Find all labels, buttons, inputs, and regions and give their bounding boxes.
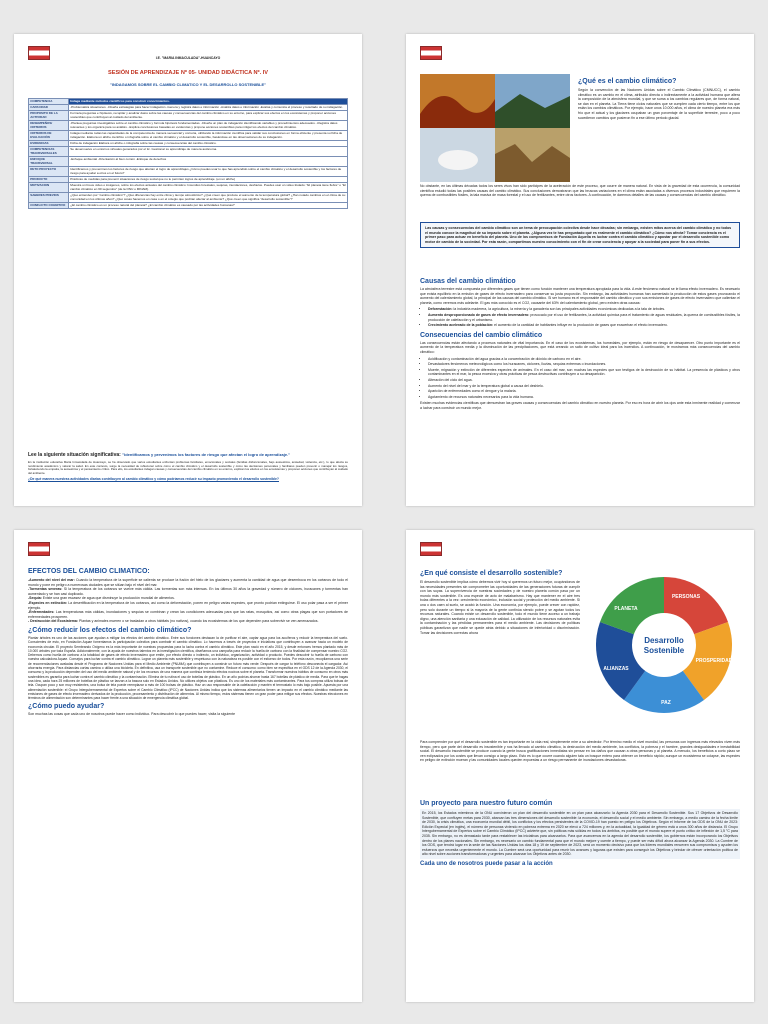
- consequences-intro: Las consecuencias están afectando a procesos naturales de vital importancia. En el caso de los ecosistemas, los humedales, por ejemplo, están en riesgo de desaparecer. Otro punto importante es el aumento de la temperatura media y la disminución de las precipitaciones, que está creando un salto de cultivo ideal para los incendios. A continuación, te mostramos más consecuencias del cambio climático:: [420, 340, 740, 354]
- school-logo: [28, 542, 50, 556]
- what-is-body: No obstante, en las últimas décadas todos los seres vivos han sido partícipes de la aceleración de este proceso, que ocurre de manera natural. En vista de la gravedad de esta ocurrencia, la comunidad científica estudió todas las posibles causas del cambio climático. Sus conclusiones demostraron que las bruscas variaciones en el clima están asociadas a diversos procesos industriales que requieren la quema de combustibles fósiles, la tala masiva de masa forestal y el uso de fertilizantes, entre otros factores. A continuación, te daremos detalles de las causas y consecuencias del cambio climático.: [420, 184, 740, 198]
- cause-text: el aumento de la cantidad de habitantes influye en la producción de gases que exacerban el efecto invernadero.: [494, 323, 668, 328]
- effect-item: [28, 610, 348, 619]
- page-4: [406, 530, 754, 1002]
- planning-table: [28, 98, 348, 209]
- what-is-intro: Según la convención de las Naciones Unidas sobre el Cambio Climático (CMNUCC), el cambio climático es un cambio en el clima, atribuido directa o indirectamente a la actividad humana que altera la composición de la atmósfera mundial, y que se suma a los cambios regulares que, de forma natural, se dan en el planeta. La Tierra tiene ciclos naturales que se cumplen cada cierto tiempo, entre los que están los cambios climáticos. Por ejemplo, hace unos 10.000 años, el clima de nuestro planeta era más frío que el actual y los glaciares ocupaban un gran porcentaje de la superficie terrestre, poco a poco sucedieron cambios que pusieron fin a ese último periodo glacial.: [578, 88, 740, 120]
- table-row: [29, 121, 348, 131]
- school-logo: [420, 542, 442, 556]
- row-content: Identificamos y prevenimos los factores de riesgo que afectan el logro de aprendizajes ¿Cómo puedes usar lo que has aprendido sobre el cambio climático y el desarrollo sostenible y los factores de riesgo para ayudar a otros en el futuro?: [69, 167, 348, 177]
- situation-lead: Lee la siguiente situación significativa:: [28, 452, 121, 458]
- effect-item: [28, 619, 348, 624]
- reduce-text: Plantar árboles es uno de las acciones que ayudan a mitigar los efectos del cambio climático. Entre sus funciones destacan la de purificar el aire, captar agua para los acuíferos y reducir la temperatura del suelo. Conscientes de esto, en Fundación Aquae fomentamos la participación colectiva para combatir el cambio climático. Lo hacemos a través de proyectos e iniciativas que contribuyen a avanzar hacia un modelo de economía circular. El proyecto Sembrando Oxígeno es la más importante de nuestras propuestas para la lucha contra el cambio climático. Este plan nació en el año 2015, y desde entonces hemos plantado más de 10.000 árboles por toda España. Adicionalmente, con la ayuda de nuestros talentos en la investigación científica, diseñamos una campaña para reducir la huella de carbono con la finalidad de compensar nuestro CO2. Debemos como huella de carbono a la totalidad de gases de efecto invernadero que emite, por efecto directo o indirecto, un individuo, organización, actividad o producto. Puedes descubrir tu huella de carbono con nuestra calculadora Aquae. Consejos para luchar contra el cambio climático. Lograr un planeta más sostenible y respetuoso con la naturaleza es posible con el esfuerzo de todos. Por esta razón, recopilamos una serie de recomendaciones avaladas desde el Programa de Naciones Unidas para el Medio Ambiente (PNUMA) que contribuyen a construir un futuro más verde: Después de cargar tu teléfono desconecta el cargador. Así ahorrarás energía. Para distancias cortas camina o utiliza una bicicleta. En definitiva, usa un transporte sostenible que no contamine. Reduce el consumo: como bien se especifica en el ODS 12 de la Agenda 2030, el consumo y la producción dependen del uso del medio ambiente natural y de los recursos de una manera que continúa teniendo efectos nocivos sobre el planeta. Transformar nuestros hábitos de consumo en otros más sostenibles es garantía para luchar contra el cambio climático y la contaminación. Elimina de tu rutina el uso de botellas de plástico. En un año podrías ahorrar hasta 167 botellas de plástico de media. Para que te hagas una idea, cada hora 25 millones de botellas de plástico se lanzan a la basura solo en Estados Unidos. No utilices objetos con plásticos. Es uno de los materiales más contaminantes. Para tus compras utiliza bolsas de tela. Ocupan poco y son muy resistentes, una bolsa de tela puede reemplazar a más de 100 bolsas de plástico. Haz un uso responsable de la calefacción y mantén el termostato lo más bajo posible. Apuesta por una alimentación sostenible: el Grupo Intergubernamental de Expertos sobre el Cambio Climático (IPCC) de Naciones Unidas indica que los sistemas alimentarios tienen un impacto en el cambio climático mediante las emisiones de gases de efecto invernadero derivados de la producción, procesamiento y distribución de alimentos. Al mismo tiempo, estos sistemas tienen un gran poder para mitigar sus efectos. Nuestras elecciones en términos de alimentación son determinantes para hacer frente a una situación de emergencia climática global.: [28, 635, 348, 701]
- list-item: [428, 323, 740, 328]
- row-content: -Problematiza situaciones. -Diseña estrategias para hacer indagación -Genera y registra datos e información -Analiza datos e información -Evalúa y comunica el proceso y resultado de su indagación.: [69, 105, 348, 111]
- list-item: • Muerte, migración y extinción de diferentes especies de animales. En el caso del mar, son muchas las especies que son testigos de la destrucción de su hábitat. La presencia de plásticos y otros contaminantes en el mar, la pesca excesiva y otras prácticas de pesca destructivas contribuyen a su desaparición.: [428, 368, 740, 377]
- table-row: [29, 147, 348, 157]
- row-content: Indaga mediante todas las capacidades de la competencia de manera secuencial y correcta, utilizando la información científica para validar sus conclusiones en forma eficiente y presenta su ficha de indagación. Elabora un afiche científico o infografía sobre el cambio climático y el desarrollo sostenible, basándose en las observaciones de su indagación.: [69, 131, 348, 141]
- row-content: ¿El cambio climático es un proceso natural del planeta? ¿El cambio climático es causado por las actividades humanas?: [69, 203, 348, 209]
- effect-title: -Especies en extinción:: [28, 600, 69, 605]
- table-row: [29, 157, 348, 167]
- climate-collage-image: [420, 74, 570, 182]
- row-content: Se desenvuelve en entornos virtuales generados por el tic. Gestionar su aprendizaje de manera autónoma.: [69, 147, 348, 157]
- table-row: [29, 193, 348, 203]
- sustainable-heading: ¿En qué consiste el desarrollo sostenible?: [420, 570, 563, 577]
- effect-text: La desertificación en la temperatura de los océanos, así como la deforestación, ponen en peligro varias especies, que pronto podrían extinguirse. El oso polar pasa a ser el primer ejemplo.: [28, 600, 349, 610]
- page-2: [406, 34, 754, 506]
- effect-text: Cuando la temperatura de la superficie se calienta se produce la fusión del hielo de los glaciares y aumenta la cantidad de agua que desemboca en los océanos de todo el mundo y pone en peligro a numerosas ciudades que se sitúan bajo el nivel del mar.: [28, 578, 349, 587]
- row-label: RETO PROYECTO: [29, 167, 69, 177]
- driving-question: ¿De qué manera nuestras actividades diarias contribuyen al cambio climático y cómo podríamos reducir su impacto promoviendo el desarrollo sostenible?: [28, 477, 279, 482]
- effect-title: -Tormentas severas:: [28, 587, 64, 592]
- table-row: [29, 111, 348, 121]
- situation-text: En la institución educativa María Inmaculada de Huancayo, se ha observado que varios estudiantes enfrentan problemas familiares, emocionales y sociales (familias disfuncionales, bajo autoestima, ansiedad, violencia, etc.), lo que afecta su rendimiento académico y valorar la salud. En este contexto, surge la necesidad de reflexionar sobre cómo el cambio climático y el desarrollo sostenible y cómo las decisiones personales y familiares pueden prevenir o manejar los riesgos, fortaleciendo la empatía, la autoestima y el pensamiento crítico. Para ello, los estudiantes indagan causas y consecuencias del cambio climático en su entorno, explican los efectos en los ecosistemas y proponen acciones que contribuyan al cuidado del ambiente.: [28, 460, 348, 475]
- row-label: CAPACIDAD: [29, 105, 69, 111]
- project-text: En 2015, los Estados miembros de la ONU convinieron un plan del desarrollo sostenible en un plan para alcanzarlo: la Agenda 2030 para el Desarrollo Sostenible. Sus 17 Objetivos de Desarrollo Sostenible, que confluyen metas para 2030, abarcan las tres dimensiones del desarrollo sostenible: la economía, el desarrollo social y el medio ambiente. Sin embargo, a medio camino de la fecha límite de 2030, la crisis climática, una economía mundial débil, los conflictos y los efectos persistentes de la COVID-19 han puesto en peligro los Objetivos. Según el Informe de los ODS de la ONU de 2023: Edición Especial (en inglés), el número de personas viviendo en pobreza extrema en 2020 se elevó a 724 millones y, en la actualidad, la igualdad de género está a unos 300 años de distancia. El Grupo Intergubernamental de Expertos sobre el Cambio Climático (IPCC) advierte que, sin políticas más sólidas en todos los ámbitos, es posible que el mundo supere el punto crítico de inflexión de 1,5 °C para 2035. Sin embargo, no es demasiado tarde para restablecer las iniciativas para alcanzarlos. Para que avancemos en la agenda del desarrollo sostenible, los gobiernos están incorporando los Objetivos dentro de los planes nacionales. Sin embargo, es necesario un cambio fundamental para que el mundo mejore y cuente a tiempo, y puede ser más difícil ahora alcanzar la Agenda 2030. La Cumbre de los ODS, que tendrá lugar en la sede de las Naciones Unidas los días 18 y 19 de septiembre de 2023, será un momento decisivo para que los líderes mundiales renueven sus compromisos y ayuden los esfuerzos que necesita urgentemente el mundo. La Cumbre será una oportunidad para reunir los avances y lagunas que existen para conseguir los Objetivos y brindar de ofrecer orientación política de alto nivel sobre acciones transformadoras y urgentes para alcanzar los Objetivos antes de 2030.: [420, 809, 740, 859]
- causes-heading: Causas del cambio climático: [420, 278, 516, 285]
- table-row: [29, 183, 348, 193]
- row-label: PROPOSITO DE LA ACTIVIDAD: [29, 111, 69, 121]
- sustainability-diagram: [586, 570, 742, 720]
- cause-text: la industria maderera, la agricultura, la minería y la ganadería son las principales actividades económicas dedicadas a la tala de árboles.: [453, 307, 666, 312]
- unit-subtitle: "INDAGAMOS SOBRE EL CAMBIO CLIMATICO Y EL DESARROLLO SOSTENIBLE": [109, 82, 267, 87]
- page-3: [14, 530, 362, 1002]
- effect-title: -Aumento del nivel del mar:: [28, 578, 77, 582]
- diagram-center-label-2: Sostenible: [643, 646, 685, 655]
- row-content: Indaga mediante métodos científicos para construir conocimientos.: [69, 99, 348, 105]
- cause-title: Aumento desproporcionado de gases de efecto invernadero:: [428, 312, 531, 317]
- effect-item: [28, 578, 348, 587]
- causes-list: [420, 307, 740, 327]
- effects-heading: EFECTOS DEL CAMBIO CLIMATICO:: [28, 568, 150, 575]
- list-item: • Devastadores fenómenos meteorológicos como los huracanes, ciclones, lluvias, sequías extremas o inundaciones.: [428, 362, 740, 367]
- effects-list: [28, 578, 348, 624]
- help-text: Son muchas las cosas que cada uno de nosotros puede hacer como individuo. Para descubrir lo que puedes hacer, visita la siguiente: [28, 712, 236, 717]
- situation-section: [28, 452, 348, 482]
- effect-title: -Sequía:: [28, 596, 43, 601]
- segment-label-alianzas: ALIANZAS: [603, 666, 629, 672]
- row-label: CRITERIOS DE EVALUACIÓN: [29, 131, 69, 141]
- cause-title: Crecimiento acelerado de la población:: [428, 323, 495, 328]
- school-name: I.E. "MARIA INMACULADA"-HUANCAYO: [155, 56, 221, 60]
- effect-text: Existe una gran escasez de agua que disminuye la producción mundial de alimentos.: [42, 596, 175, 601]
- reduce-heading: ¿Cómo reducir los efectos del cambio climático?: [28, 626, 192, 634]
- row-content: Ficha de indagación Elabora un afiche o infografía sobre las causas y consecuencias del cambio climático.: [69, 141, 348, 147]
- row-label: COMPETENCIAS TRANSVERSALES: [29, 147, 69, 157]
- effect-text: Las temperaturas más cálidas, inundaciones y sequías se combinan y crean las condiciones adecuadas para que las ratas, mosquitos, así como otras plagas que son portadores de enfermedades prosperen.: [28, 610, 348, 619]
- effect-item: [28, 587, 348, 596]
- list-item: [428, 307, 740, 312]
- list-item: • Aumento del nivel del mar y de la temperatura global a causa del deshielo.: [428, 384, 740, 389]
- row-label: DESEMPEÑOS/ CRITERIOS: [29, 121, 69, 131]
- consequences-heading: Consecuencias del cambio climático: [420, 331, 543, 339]
- causes-intro: La atmósfera terrestre está compuesta por diferentes gases que tienen como función mantener una temperatura apropiada para la vida. A este fenómeno natural se le llama efecto invernadero. Es necesario que exista equilibrio en la emisión de gases de efecto invernadero para conservar su justa proporción. Sin embargo, las actividades humanas han aumentado la producción de estos gases provocando el aumento del calentamiento global, la principal de las causas del cambio climático. Si ser humano es el responsable del cambio climático y con sus emisiones de gases de efecto invernadero que calientan el planeta, como veremos más adelante. El gas más conocido es el CO2, causante del 63% del calentamiento global, pero existen otras causas:: [420, 287, 740, 305]
- help-heading: ¿Cómo puedo ayudar?: [28, 703, 105, 711]
- table-row: [29, 131, 348, 141]
- diagram-center-label-1: Desarrollo: [644, 636, 684, 645]
- situation-title: "Identificamos y prevenimos los factores de riesgo que afectan el logro de aprendizaje.": [122, 452, 291, 457]
- what-is-heading: ¿Qué es el cambio climático?: [578, 78, 677, 85]
- list-item: • Agotamiento de recursos naturales necesarios para la vida humana.: [428, 395, 740, 400]
- consequences-list: [420, 357, 740, 400]
- list-item: • Alteración del ciclo del agua.: [428, 378, 740, 383]
- effect-title: -Enfermedades:: [28, 610, 56, 615]
- row-content: Muestra un breve video o imágenes, sobre los efectos actuales del cambio climático: Incendios forestales, sequías, inundaciones, deshielos. Puedes usar un video titulado: "El planeta tiene fiebre" o "El cambio climático en 60 segundos" (de la ONU o MINAM).: [70, 182, 346, 191]
- sustainable-intro: El desarrollo sostenible implica cómo debemos vivir hoy si queremos un futuro mejor, ocupándonos de las necesidades presentes sin comprometer las oportunidades de las generaciones futuras de cumplir con las suyas. La supervivencia de nuestras sociedades y de nuestro planeta común pasa por un mundo más sostenible. Es una especie de acto de malabarismo. Hay que mantener en el aire tres bolas diferentes a la vez: crecimiento económico, inclusión social y protección del medio ambiente. Si una o dos caen al suelo, se acabó la función. Una economía, por ejemplo, puede crecer con rapidez, pero solo durante un tiempo si la mayoría de la gente continúa siendo pobre y se agotan todos los recursos naturales. Cuando existe un desarrollo sostenible, todo el mundo tiene acceso a un trabajo digno, una atención sanitaria y una educación de calidad. La utilización de los recursos naturales evita la contaminación y las pérdidas permanentes para el medio ambiente. Las decisiones de políticas públicas garantizan que nadie se quede atrás debido a situaciones de inferioridad o discriminación. Tomar las decisiones correctas ahora: [420, 580, 580, 635]
- project-heading: Un proyecto para nuestro futuro común: [420, 800, 553, 807]
- cause-title: Deforestación:: [428, 307, 454, 312]
- awareness-box: Las causas y consecuencias del cambio climático son un tema de preocupación colectiva desde hace décadas; sin embargo, existen mitos acerca del cambio climático y no todos el mundo conoce la magnitud de su impacto sobre el planeta. ¿Alguna vez te has preguntado qué es realmente el cambio climático? ¿Cómo nos afecta? Tomar conciencia es el primer paso para actuar en beneficio del planeta. Uno de los compromisos de Fundación Aquelia es luchar contra el cambio climático y apostar por el desarrollo sostenible como motor de cambio de la sociedad. Por esta razón, compartimos nuestro conocimiento con el fin de crear conciencia y apoyar a la sociedad para poner fin a sus efectos.: [420, 222, 740, 248]
- list-item: • Acidificación y contaminación del agua gracias a la concentración de dióxido de carbono en el aire.: [428, 357, 740, 362]
- row-content: Prácticas de medidas para prevenir situaciones de riesgo social que no le permiten logros de aprendizaje. (en un afiche): [69, 177, 348, 183]
- school-logo: [420, 46, 442, 60]
- row-label: COMPETENCIA: [29, 99, 69, 105]
- row-label: PRODUCTO: [29, 177, 69, 183]
- row-content: -Enfoque ambiental -Orientación al bien común -Enfoque de derechos: [69, 157, 348, 167]
- effect-title: - Destrucción del Ecosistema:: [28, 619, 79, 624]
- row-content: ¿Qué entienden por "cambio climático"? ¿Qué diferencias hay entre clima y tiempo atmosférico? ¿Qué creen que produce el aumento de la temperatura global? ¿Han notado cambios en el clima de su comunidad en los últimos años? ¿Qué cosas hacemos en casa o en el colegio que podrían afectar al ambiente? ¿Qué creen que significa "desarrollo sostenible"?: [69, 193, 348, 203]
- cause-text: provocado por el uso de fertilizantes, la actividad química para el tratamiento de aguas residuales, la quema de combustibles fósiles, la producción de calefacción y el urbanismo.: [428, 312, 740, 322]
- effect-text: Plantas y animales mueren o se trasladan a otros hábitats (no nativos), cuando los ecosistemas de los que dependen para sobrevivir se ven amenazados.: [78, 619, 319, 624]
- row-label: ENFOQUE TRANSVERSAL: [29, 157, 69, 167]
- row-label: EVIDENCIAS: [29, 141, 69, 147]
- diagram-center: [632, 613, 696, 677]
- consequences-closing: Existen muchas evidencias científicas que demuestran las graves causas y consecuencias del cambio climático en nuestro planeta. Por eso es hora de abrir los ojos ante esta inminente realidad y comenzar a luchar para construir un mundo mejor.: [420, 401, 740, 410]
- row-content: Formula preguntas e hipótesis, recopilar y analizar datos sobre las causas y consecuencias del cambio climático en su entorno, para explicar sus efectos en los ecosistemas y proponer acciones sostenibles que contribuyan al cuidado del ambiente.: [69, 111, 348, 121]
- session-title: SESIÓN DE APRENDIZAJE Nº 05- UNIDAD DIDÁCTICA Nº. IV: [107, 70, 268, 76]
- segment-label-personas: PERSONAS: [671, 594, 701, 600]
- sustainable-body: Para comprender por qué el desarrollo sostenible es tan importante en la vida real, simplemente mire a su alrededor. Por término medio el nivel mundial, las personas con ingresos más elevados viven más tiempo, pero que parte del desarrollo es insostenible y nos ha llevado al cambio climático, la destrucción del medio ambiente, los conflictos, la pobreza y el hambre, grandes desigualdades e inestabilidad social. El desarrollo insostenible se produce cuando la gente busca gratificaciones inmediatas sin pensar en los daños que causan a otras personas y al planeta. A menudo, los beneficios a corto plazo se ven eclipsados por los costes que llevan consigo a largo plazo. Esto es lo que ocurre cuando alguien tala un bosque entero para obtener un beneficio rápido; aunque un ecosistema se colapse, las especies en peligro de extinción mueran y las comunidades locales queden expuestas a un riesgo permanente de inundaciones devastadoras.: [420, 740, 740, 763]
- segment-label-paz: PAZ: [661, 700, 671, 706]
- segment-label-planeta: PLANETA: [614, 606, 638, 612]
- list-item: [428, 313, 740, 322]
- effect-item: [28, 601, 348, 610]
- action-heading: Cada uno de nosotros puede pasar a la acción: [420, 860, 553, 867]
- list-item: • Aparición de enfermedades como el dengue y la malaria.: [428, 389, 740, 394]
- row-content: -Plantea preguntas investigables sobre el cambio climático y formula hipótesis fundamentadas. -Diseña un plan de indagación identificando variables y procedimientos adecuados. -Registra datos relevantes y los organiza para su análisis. -Explica conclusiones basadas en evidencias y propone acciones sostenibles para mitigar los efectos del cambio climático.: [69, 121, 348, 131]
- page-1: [14, 34, 362, 506]
- row-label: MOTIVACION: [29, 183, 69, 193]
- segment-label-prosperidad: PROSPERIDAD: [695, 658, 733, 664]
- row-label: CONFLICTO COGNITIVO: [29, 203, 69, 209]
- row-label: SABERES PREVIOS: [29, 193, 69, 203]
- effect-text: Si la temperatura de los océanos se vuelve más cálida. Las tormentas son más intensas. En los últimos 30 años la gravedad y número de ciclones, huracanes y tormentas han aumentado y se han casi duplicado.: [28, 587, 348, 596]
- table-row: [29, 167, 348, 177]
- table-row: [29, 203, 348, 209]
